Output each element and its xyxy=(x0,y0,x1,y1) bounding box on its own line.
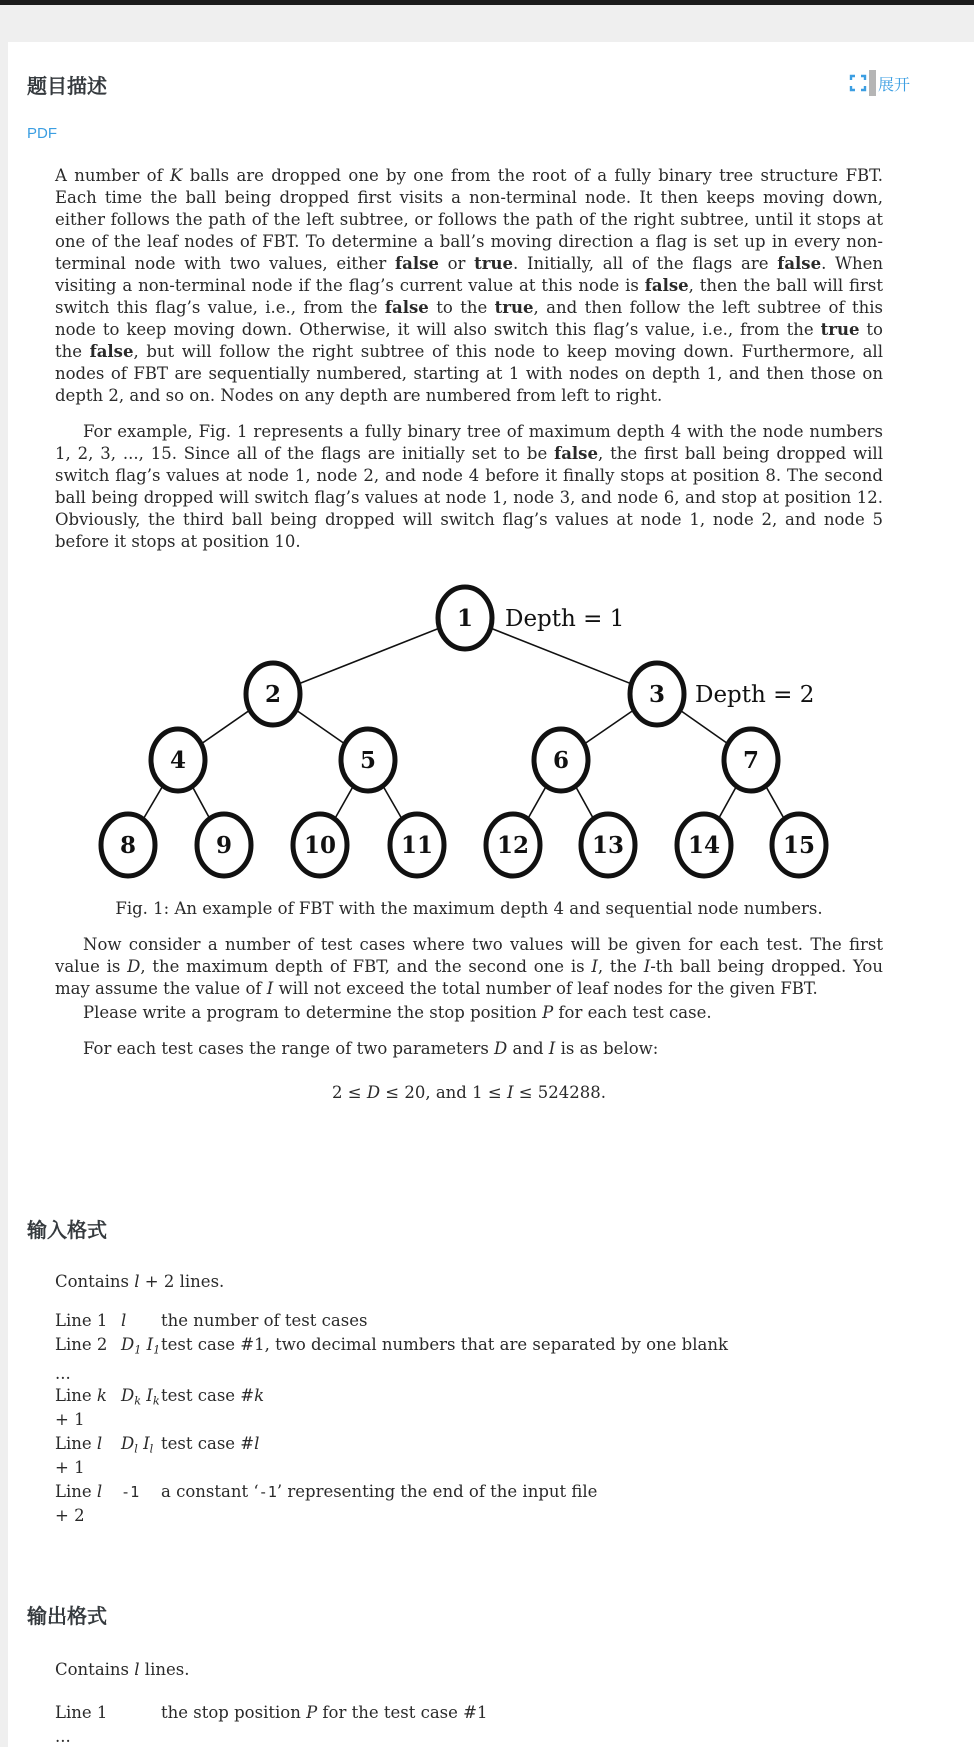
statement-paragraph xyxy=(55,421,883,553)
statement-paragraph xyxy=(55,165,883,407)
tree-node-label-5: 5 xyxy=(359,747,377,774)
statement-paragraph xyxy=(55,934,883,1000)
text-run: Now consider a number of test cases where two values will be given for each test. The first value is xyxy=(55,935,883,976)
tree-node-label-7: 7 xyxy=(742,747,760,774)
figure-caption: Fig. 1: An example of FBT with the maximum depth 4 and sequential node numbers. xyxy=(115,899,823,918)
text-run: for the test case #1 xyxy=(317,1703,488,1723)
section-title-output-format: 输出格式 xyxy=(27,1606,107,1629)
format-line-var xyxy=(121,1701,161,1725)
text-run: l xyxy=(96,1482,103,1502)
tree-node-label-14: 14 xyxy=(687,832,721,859)
text-run: Contains xyxy=(55,1660,135,1680)
text-run: K xyxy=(170,166,183,185)
format-line-label xyxy=(55,1727,121,1747)
text-run: false xyxy=(554,444,598,463)
text-run: l xyxy=(149,1442,154,1456)
text-run: Line 1 xyxy=(55,1703,108,1723)
text-run: -th ball being dropped. You may assume the value of xyxy=(55,957,883,998)
format-line-desc xyxy=(161,1384,883,1432)
expand-button[interactable] xyxy=(850,70,910,96)
format-line-label xyxy=(55,1701,121,1725)
tree-node-label-10: 10 xyxy=(303,832,337,859)
text-run: true xyxy=(494,298,534,317)
tree-node-label-1: 1 xyxy=(456,605,474,632)
problem-card xyxy=(8,42,974,1747)
pdf-link[interactable]: PDF xyxy=(27,125,57,142)
text-run: . When visiting a non-terminal node if the flag’s current value at this node is xyxy=(55,254,884,295)
text-run: I xyxy=(266,979,274,998)
text-run: test case # xyxy=(161,1434,255,1454)
format-line-label xyxy=(55,1384,121,1432)
text-run: -1 xyxy=(258,1483,277,1502)
text-run: will not exceed the total number of leaf nodes for the given FBT. xyxy=(273,979,818,998)
text-run: for each test case. xyxy=(553,1003,712,1022)
text-run: I xyxy=(643,957,651,976)
text-run: test case # xyxy=(161,1386,255,1406)
statement-paragraphs-before-figure xyxy=(55,165,883,553)
text-run: I xyxy=(146,1386,153,1406)
text-run: I xyxy=(146,1335,154,1354)
text-run: a constant ‘ xyxy=(161,1482,259,1502)
format-line-var xyxy=(121,1480,161,1528)
text-run: and xyxy=(507,1039,549,1058)
text-run: Line xyxy=(55,1482,97,1502)
output-format-intro xyxy=(55,1659,883,1681)
expand-icon xyxy=(850,75,866,91)
text-run: Contains xyxy=(55,1272,135,1291)
tree-node-label-4: 4 xyxy=(169,747,187,774)
tree-node-label-11: 11 xyxy=(400,832,434,859)
text-run: k xyxy=(152,1394,160,1408)
format-line-label xyxy=(55,1432,121,1480)
text-run: + 2 lines. xyxy=(139,1272,225,1291)
text-run: Line 2 xyxy=(55,1335,108,1354)
text-run: For each test cases the range of two parameters xyxy=(83,1039,495,1058)
text-run: lines. xyxy=(139,1660,190,1680)
format-line-row xyxy=(55,1309,883,1333)
text-run: ... xyxy=(55,1364,71,1384)
input-format-lines xyxy=(55,1309,883,1528)
card-header xyxy=(27,70,974,99)
section-title-input-format: 输入格式 xyxy=(27,1220,107,1242)
format-line-desc xyxy=(161,1701,883,1725)
text-run: I xyxy=(143,1434,150,1454)
text-run: test case #1, two decimal numbers that are separated by one blank xyxy=(161,1335,728,1354)
format-line-label xyxy=(55,1364,121,1384)
text-run: is as below: xyxy=(555,1039,659,1058)
text-run: Line 1 xyxy=(55,1311,108,1330)
text-run: + 2 xyxy=(55,1506,85,1526)
tree-edge xyxy=(273,618,465,694)
format-line-var xyxy=(121,1333,161,1362)
text-run: false xyxy=(777,254,822,273)
text-run: l xyxy=(134,1660,140,1680)
text-run: D xyxy=(121,1386,135,1406)
text-run: false xyxy=(89,342,134,361)
depth-label: Depth = 2 xyxy=(695,682,815,708)
text-run: to the xyxy=(55,320,883,361)
depth-label: Depth = 1 xyxy=(505,606,625,632)
text-run: , then the ball will first switch this flag’s value, i.e., from the xyxy=(55,276,883,317)
text-run: false xyxy=(384,298,429,317)
text-run: l xyxy=(254,1434,260,1454)
format-line-row xyxy=(55,1333,883,1362)
format-line-var xyxy=(121,1384,161,1432)
text-run: 2 ≤ xyxy=(331,1083,367,1102)
text-caret xyxy=(869,70,876,96)
tree-node-label-8: 8 xyxy=(119,832,137,859)
format-line-desc xyxy=(161,1309,883,1333)
text-run: to the xyxy=(428,298,495,317)
format-line-ellipsis xyxy=(55,1727,883,1747)
text-run: the stop position xyxy=(161,1703,307,1723)
format-line-label xyxy=(55,1309,121,1333)
browser-top-bar xyxy=(0,0,974,5)
text-run: the number of test cases xyxy=(161,1311,368,1330)
format-line-ellipsis xyxy=(55,1364,883,1384)
text-run: false xyxy=(644,276,689,295)
text-run: ≤ 524288. xyxy=(513,1083,607,1102)
text-run: . Initially, all of the flags are xyxy=(512,254,778,273)
tree-node-label-12: 12 xyxy=(496,832,530,859)
format-line-var xyxy=(121,1432,161,1480)
text-run: I xyxy=(591,957,598,976)
text-run: k xyxy=(134,1394,142,1408)
text-run: false xyxy=(395,254,439,273)
format-line-desc xyxy=(161,1333,883,1362)
text-run: balls are dropped one by one from the root of a fully binary tree structure FBT. Each time the ball being dropped first visits a non-terminal node. It then keeps moving down, either follows the path of the left subtree, or follows the path of the right subtree, until it stops at one of the leaf nodes of FBT. To determine a ball’s moving direction a flag is set up in every non-terminal node with two values, either xyxy=(55,166,883,273)
output-format-lines xyxy=(55,1701,883,1747)
format-line-row xyxy=(55,1480,883,1528)
text-run: Please write a program to determine the stop position xyxy=(83,1003,543,1022)
fbt-tree-figure xyxy=(55,573,883,920)
text-run: I xyxy=(548,1039,556,1058)
format-line-var xyxy=(121,1309,161,1333)
text-run: + 1 xyxy=(55,1458,85,1478)
text-run: 1 xyxy=(153,1343,161,1357)
statement-paragraph xyxy=(55,1002,883,1024)
text-run: D xyxy=(121,1434,135,1454)
tree-node-label-15: 15 xyxy=(782,832,816,859)
statement-paragraph xyxy=(55,1038,883,1060)
problem-statement xyxy=(55,165,883,1104)
text-run: -1 xyxy=(121,1483,140,1502)
text-run: l xyxy=(134,1272,140,1291)
input-format-intro xyxy=(55,1271,883,1293)
text-run: Line xyxy=(55,1386,97,1406)
statement-paragraphs-after-figure xyxy=(55,934,883,1060)
text-run: 1 xyxy=(134,1343,142,1357)
text-run: P xyxy=(306,1703,318,1723)
expand-button-label: 展开 xyxy=(877,76,910,94)
format-line-row xyxy=(55,1701,883,1725)
fbt-tree-svg xyxy=(55,573,883,878)
text-run: ≤ 20, and 1 ≤ xyxy=(380,1083,507,1102)
text-run: D xyxy=(366,1083,381,1102)
text-run: , the first ball being dropped will switch flag’s values at node 1, node 2, and node 4 before it finally stops at position 8. The second ball being dropped will switch flag’s values at node 1, node 3, and node 6, and stop at position 12. Obviously, the third ball being dropped will switch flag’s values at node 1, node 2, and node 5 before it stops at position 10. xyxy=(55,444,883,551)
text-run: D xyxy=(121,1335,135,1354)
text-run: , the xyxy=(597,957,644,976)
tree-node-label-3: 3 xyxy=(648,681,666,708)
text-run: , but will follow the right subtree of this node to keep moving down. Furthermore, all nodes of FBT are sequentially numbered, starting at 1 with nodes on depth 1, and then those on depth 2, and so on. Nodes on any depth are numbered from left to right. xyxy=(55,342,883,405)
text-run: l xyxy=(134,1442,138,1456)
tree-node-label-6: 6 xyxy=(552,747,570,774)
format-line-row xyxy=(55,1384,883,1432)
format-line-label xyxy=(55,1480,121,1528)
text-run: k xyxy=(96,1386,107,1406)
text-run: , the maximum depth of FBT, and the second one is xyxy=(140,957,592,976)
text-run: Line xyxy=(55,1434,97,1454)
text-run: true xyxy=(474,254,513,273)
section-title-description: 题目描述 xyxy=(27,76,107,98)
format-line-desc xyxy=(161,1480,883,1528)
text-run: For example, Fig. 1 represents a fully binary tree of maximum depth 4 with the node numbers 1, 2, 3, ..., 15. Since all of the flags are initially set to be xyxy=(55,422,883,463)
tree-node-label-13: 13 xyxy=(591,832,625,859)
text-run: + 1 xyxy=(55,1410,85,1430)
text-run: P xyxy=(542,1003,554,1022)
text-run: k xyxy=(254,1386,265,1406)
text-run: true xyxy=(820,320,860,339)
format-line-desc xyxy=(161,1432,883,1480)
text-run: , and then follow the left subtree of this node to keep moving down. Otherwise, it will also switch this flag’s value, i.e., from the xyxy=(55,298,883,339)
text-run: D xyxy=(127,957,141,976)
text-run: I xyxy=(506,1083,514,1102)
tree-node-label-9: 9 xyxy=(215,832,233,859)
text-run: or xyxy=(438,254,475,273)
format-line-label xyxy=(55,1333,121,1362)
text-run: ’ representing the end of the input file xyxy=(276,1482,598,1502)
constraints-formula xyxy=(55,1082,883,1104)
text-run: l xyxy=(121,1311,127,1330)
text-run: l xyxy=(96,1434,103,1454)
tree-node-label-2: 2 xyxy=(264,681,282,708)
format-line-row xyxy=(55,1432,883,1480)
text-run: D xyxy=(494,1039,508,1058)
text-run: ... xyxy=(55,1727,71,1747)
text-run: A number of xyxy=(55,166,171,185)
